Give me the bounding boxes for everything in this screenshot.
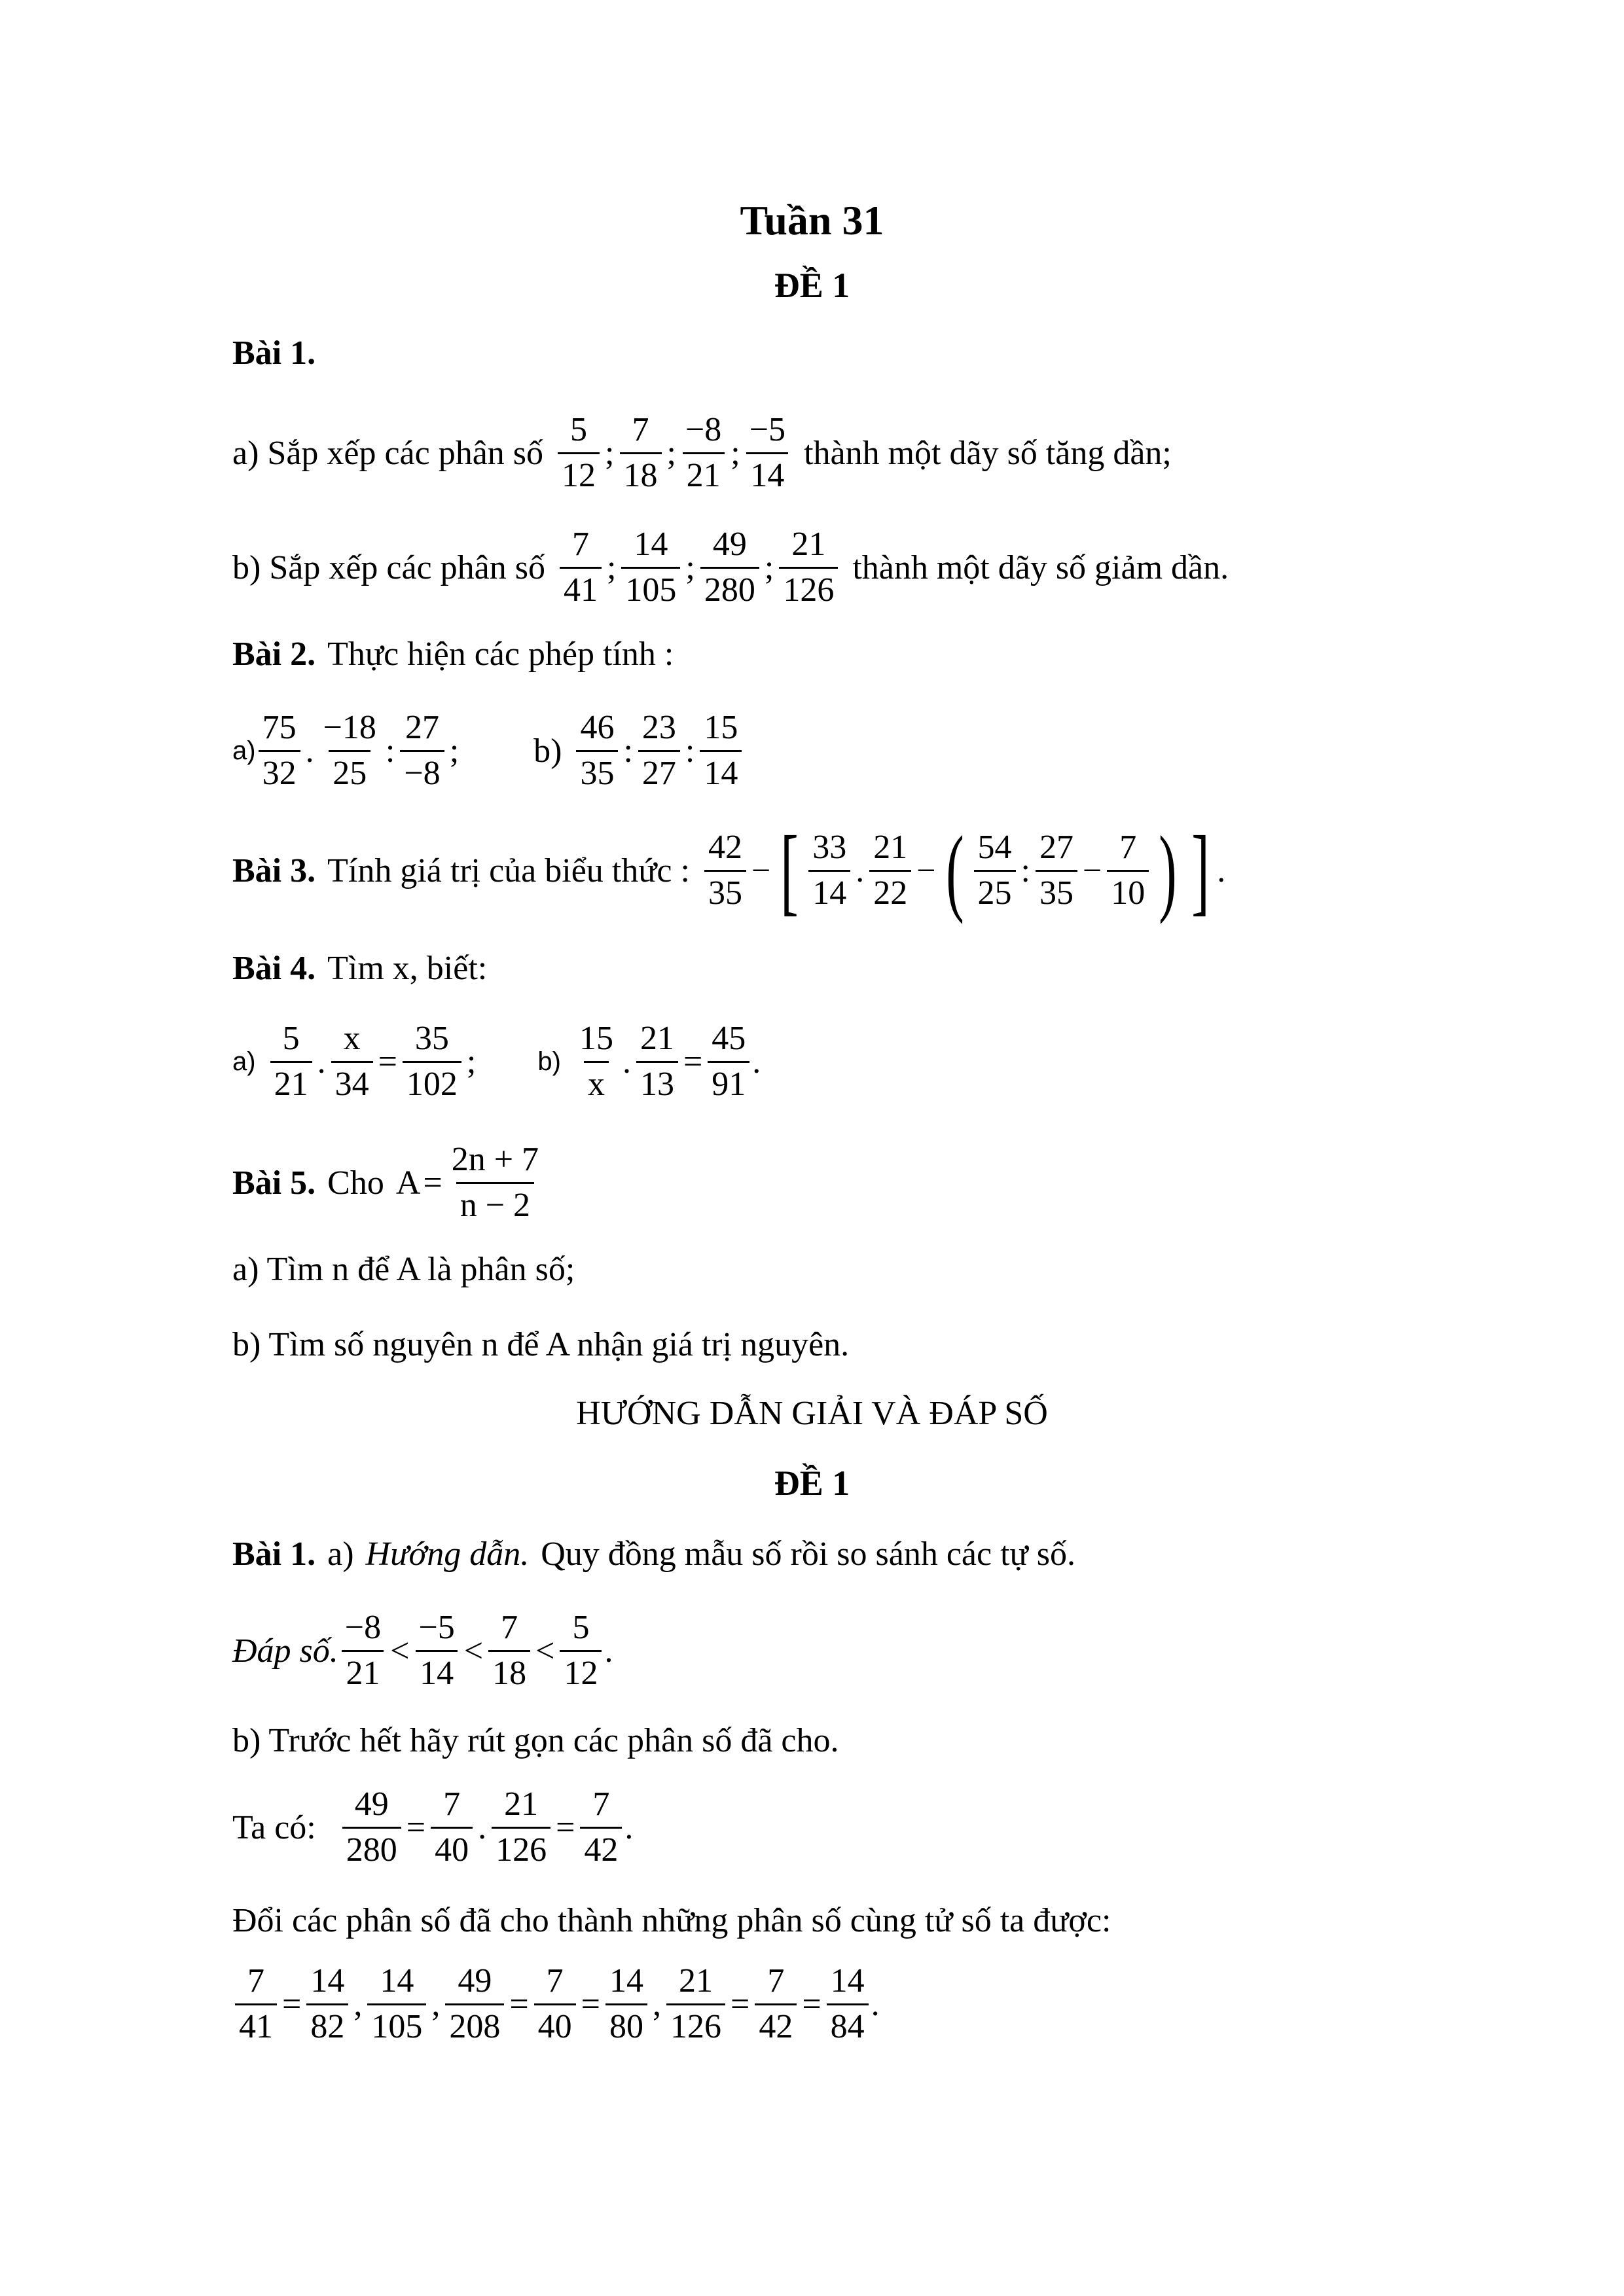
bai5-b: b) Tìm số nguyên n để A nhận giá trị nguyên. xyxy=(232,1326,850,1363)
fraction: $\frac{14}{84}$ xyxy=(827,1964,869,2045)
bai4-equations: a) 5 21 . $\frac{x}{34}$ = $\frac{35}{102}$ ; b) 15 x . $\frac{21}{13}$ = $\frac{45}{91}$ . xyxy=(232,1020,761,1103)
fraction: $\frac{7}{40}$ xyxy=(431,1787,473,1868)
fraction: 42 35 xyxy=(704,830,746,911)
fraction: $\frac{2n + 7}{n - 2}$ xyxy=(451,1141,539,1224)
fraction: 21 126 xyxy=(779,527,838,608)
fraction: 5 21 xyxy=(270,1021,312,1102)
fraction: 15 x xyxy=(579,1020,613,1103)
fraction: 21 22 xyxy=(869,830,911,911)
fraction: 27 35 xyxy=(1036,830,1077,911)
fraction: $\frac{21}{126}$ xyxy=(666,1964,725,2045)
fraction: 27 −8 xyxy=(400,710,444,791)
solutions-heading: HƯỚNG DẪN GIẢI VÀ ĐÁP SỐ xyxy=(576,1395,1048,1432)
solution-doi-text: Đổi các phân số đã cho thành những phân số cùng tử số ta được: xyxy=(232,1902,1111,1939)
bai1-label: Bài 1. xyxy=(232,334,316,372)
exam-subtitle: ĐỀ 1 xyxy=(774,266,850,305)
fraction: $\frac{49}{208}$ xyxy=(445,1964,504,2045)
fraction: $\frac{14}{80}$ xyxy=(605,1964,647,2045)
solution-answer: Đáp số. −8 21 < −5 14 < 7 18 < 5 12 . xyxy=(232,1609,613,1692)
fraction: −8 21 xyxy=(681,412,725,493)
fraction: 7 18 xyxy=(620,412,662,493)
fraction: −5 14 xyxy=(414,1610,458,1691)
bai2-expressions: a) 75 32 . −18 25 : 27 −8 ; b) 46 35 : 23 27 : 15 14 xyxy=(232,710,744,791)
fraction: $\frac{21}{13}$ xyxy=(636,1021,678,1102)
solution-taco: Ta có: $\frac{49}{280}$ = $\frac{7}{40}$ . $\frac{21}{126}$ = $\frac{7}{42}$ . xyxy=(232,1785,634,1869)
bai1-b: b) Sắp xếp các phân số 7 41 ; 14 105 ; 49 280 ; 21 126 thành một dãy số giảm dần. xyxy=(232,526,1229,609)
fraction: 7 18 xyxy=(488,1610,530,1691)
fraction: 23 27 xyxy=(638,710,680,791)
fraction: 49 280 xyxy=(700,527,759,608)
fraction: $\frac{21}{126}$ xyxy=(492,1787,550,1868)
fraction: $\frac{7}{42}$ xyxy=(755,1964,797,2045)
bai5-a: a) Tìm n để A là phân số; xyxy=(232,1251,575,1288)
solution-final: $\frac{7}{41}$ = $\frac{14}{82}$ , 14 105 , $\frac{49}{208}$ = $\frac{7}{40}$ = $\frac{14}{80}$ , $\frac{21}{126}$ = $\frac{7}{42}$ = $\frac{14}{84}$ . xyxy=(232,1964,880,2045)
fraction: 5 12 xyxy=(560,1610,602,1691)
fraction: −8 21 xyxy=(341,1610,385,1691)
fraction: 33 14 xyxy=(808,830,850,911)
fraction: 7 41 xyxy=(560,527,602,608)
fraction: 54 25 xyxy=(974,830,1016,911)
fraction: $\frac{7}{40}$ xyxy=(534,1964,576,2045)
fraction: $\frac{7}{41}$ xyxy=(235,1964,277,2045)
fraction: $\frac{35}{102}$ xyxy=(403,1021,461,1102)
solution-b-text: b) Trước hết hãy rút gọn các phân số đã cho. xyxy=(232,1722,839,1759)
fraction: $\frac{x}{34}$ xyxy=(331,1021,373,1102)
bai1-a: a) Sắp xếp các phân số 5 12 ; 7 18 ; −8 21 ; −5 14 thành một dãy số tăng dần; xyxy=(232,411,1172,494)
bai2-heading: Bài 2. Thực hiện các phép tính : xyxy=(232,636,674,673)
fraction: $\frac{7}{10}$ xyxy=(1107,830,1149,911)
fraction: 14 105 xyxy=(621,527,680,608)
fraction: $\frac{45}{91}$ xyxy=(708,1021,749,1102)
fraction: $\frac{7}{42}$ xyxy=(580,1787,622,1868)
fraction: −5 14 xyxy=(746,412,789,493)
bai5-heading: Bài 5. Cho A = $\frac{2n + 7}{n - 2}$ xyxy=(232,1142,545,1223)
solution-bai1-hint: Bài 1. a) Hướng dẫn. Quy đồng mẫu số rồi so sánh các tự số. xyxy=(232,1535,1075,1573)
bai3: Bài 3. Tính giá trị của biểu thức : 42 35 − [ 33 14 . 21 22 − ( 54 25 : 27 35 − $\frac{7}{10}$ ) ] . xyxy=(232,816,1226,925)
solutions-subheading: ĐỀ 1 xyxy=(774,1463,850,1503)
fraction: 75 32 xyxy=(259,710,300,791)
fraction: −18 25 xyxy=(323,709,376,792)
fraction: $\frac{49}{280}$ xyxy=(342,1787,401,1868)
fraction: 46 35 xyxy=(576,710,618,791)
fraction: $\frac{14}{82}$ xyxy=(306,1964,348,2045)
page-title: Tuần 31 xyxy=(740,197,884,243)
fraction: 5 12 xyxy=(558,412,600,493)
bai4-heading: Bài 4. Tìm x, biết: xyxy=(232,950,488,987)
fraction: 14 105 xyxy=(367,1964,426,2045)
fraction: 15 14 xyxy=(700,710,742,791)
